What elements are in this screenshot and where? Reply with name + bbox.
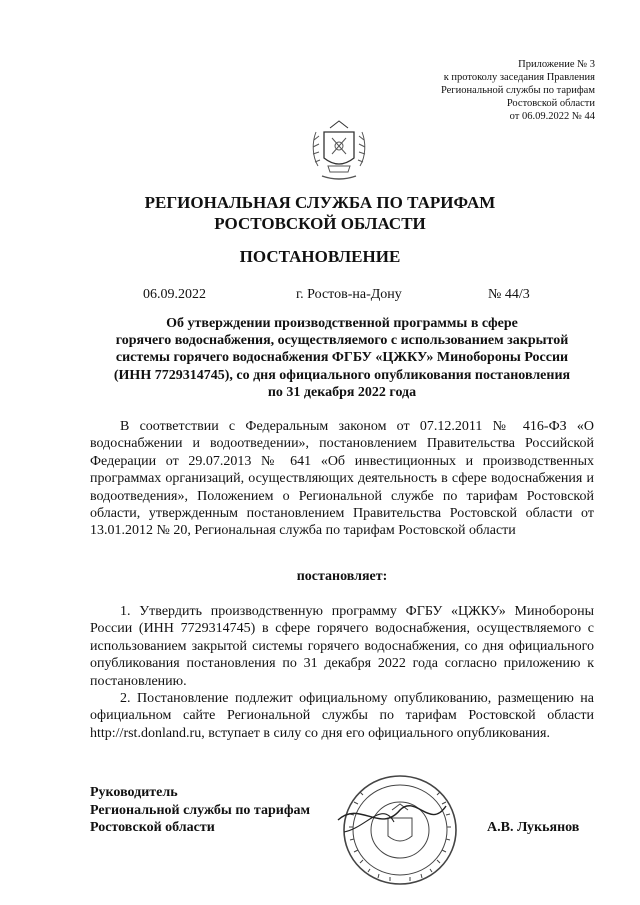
agency-name (0, 192, 640, 234)
preamble-paragraph: В соответствии с Федеральным законом от 07.12.2011 № 416-ФЗ «О водоснабжении и водоотведении», постановлением Правительства Российской Федерации от 29.07.2013 № 641 «Об инвестиционных и производственных программах организаций, осуществляющих деятельность в сфере водоснабжения и водоотведения», Положением о Региональной службе по тарифам Ростовской области, утвержденным постановлением Правительства Ростовской области от 13.01.2012 № 20, Региональная служба по тарифам Ростовской области (90, 419, 594, 539)
annex-line: Ростовской области (506, 98, 595, 109)
signatory-title-line: Региональной службы по тарифам (90, 802, 311, 818)
resolution-item: 2. Постановление подлежит официальному опубликованию, размещению на официальном сайте Региональной службы по тарифам Ростовской области http://rst.donland.ru, вступает в силу со дня его официального опубликования. (90, 691, 594, 741)
resolution-item: 1. Утвердить производственную программу ФГБУ «ЦЖКУ» Минобороны России (ИНН 7729314745) в сфере горячего водоснабжения, осуществляемого с использованием закрытой системы горячего водоснабжения, со дня официального опубликования постановления по 31 декабря 2022 года согласно приложению к постановлению. (90, 604, 594, 689)
annex-note (441, 58, 595, 123)
resolution-items (90, 603, 594, 742)
resolves-heading: постановляет: (296, 569, 388, 584)
document-type: ПОСТАНОВЛЕНИЕ (239, 247, 401, 266)
signatory-title-line: Руководитель (90, 785, 178, 800)
subject-line: (ИНН 7729314745), со дня официального опубликования постановления (113, 367, 571, 383)
document-city: г. Ростов-на-Дону (296, 287, 402, 302)
signatory-title-line: Ростовской области (90, 820, 215, 836)
official-seal-stamp (330, 770, 462, 886)
document-subject (90, 315, 594, 401)
coat-of-arms-icon (310, 118, 368, 186)
document-number: № 44/3 (488, 287, 530, 302)
annex-line: от 06.09.2022 № 44 (509, 111, 595, 122)
subject-line: горячего водоснабжения, осуществляемого с использованием закрытой (115, 333, 569, 349)
agency-name-line: РОСТОВСКОЙ ОБЛАСТИ (214, 214, 426, 233)
signatory-name: А.В. Лукьянов (487, 820, 580, 835)
document-date: 06.09.2022 (143, 287, 206, 302)
annex-line: Приложение № 3 (518, 59, 595, 70)
subject-line: по 31 декабря 2022 года (267, 384, 417, 400)
annex-line: к протоколу заседания Правления (443, 72, 595, 83)
signatory-title (90, 784, 310, 837)
agency-name-line: РЕГИОНАЛЬНАЯ СЛУЖБА ПО ТАРИФАМ (144, 193, 496, 212)
subject-line: Об утверждении производственной программы в сфере (166, 316, 518, 331)
annex-line: Региональной службы по тарифам (440, 85, 595, 96)
subject-line: системы горячего водоснабжения ФГБУ «ЦЖКУ» Минобороны России (115, 350, 569, 366)
